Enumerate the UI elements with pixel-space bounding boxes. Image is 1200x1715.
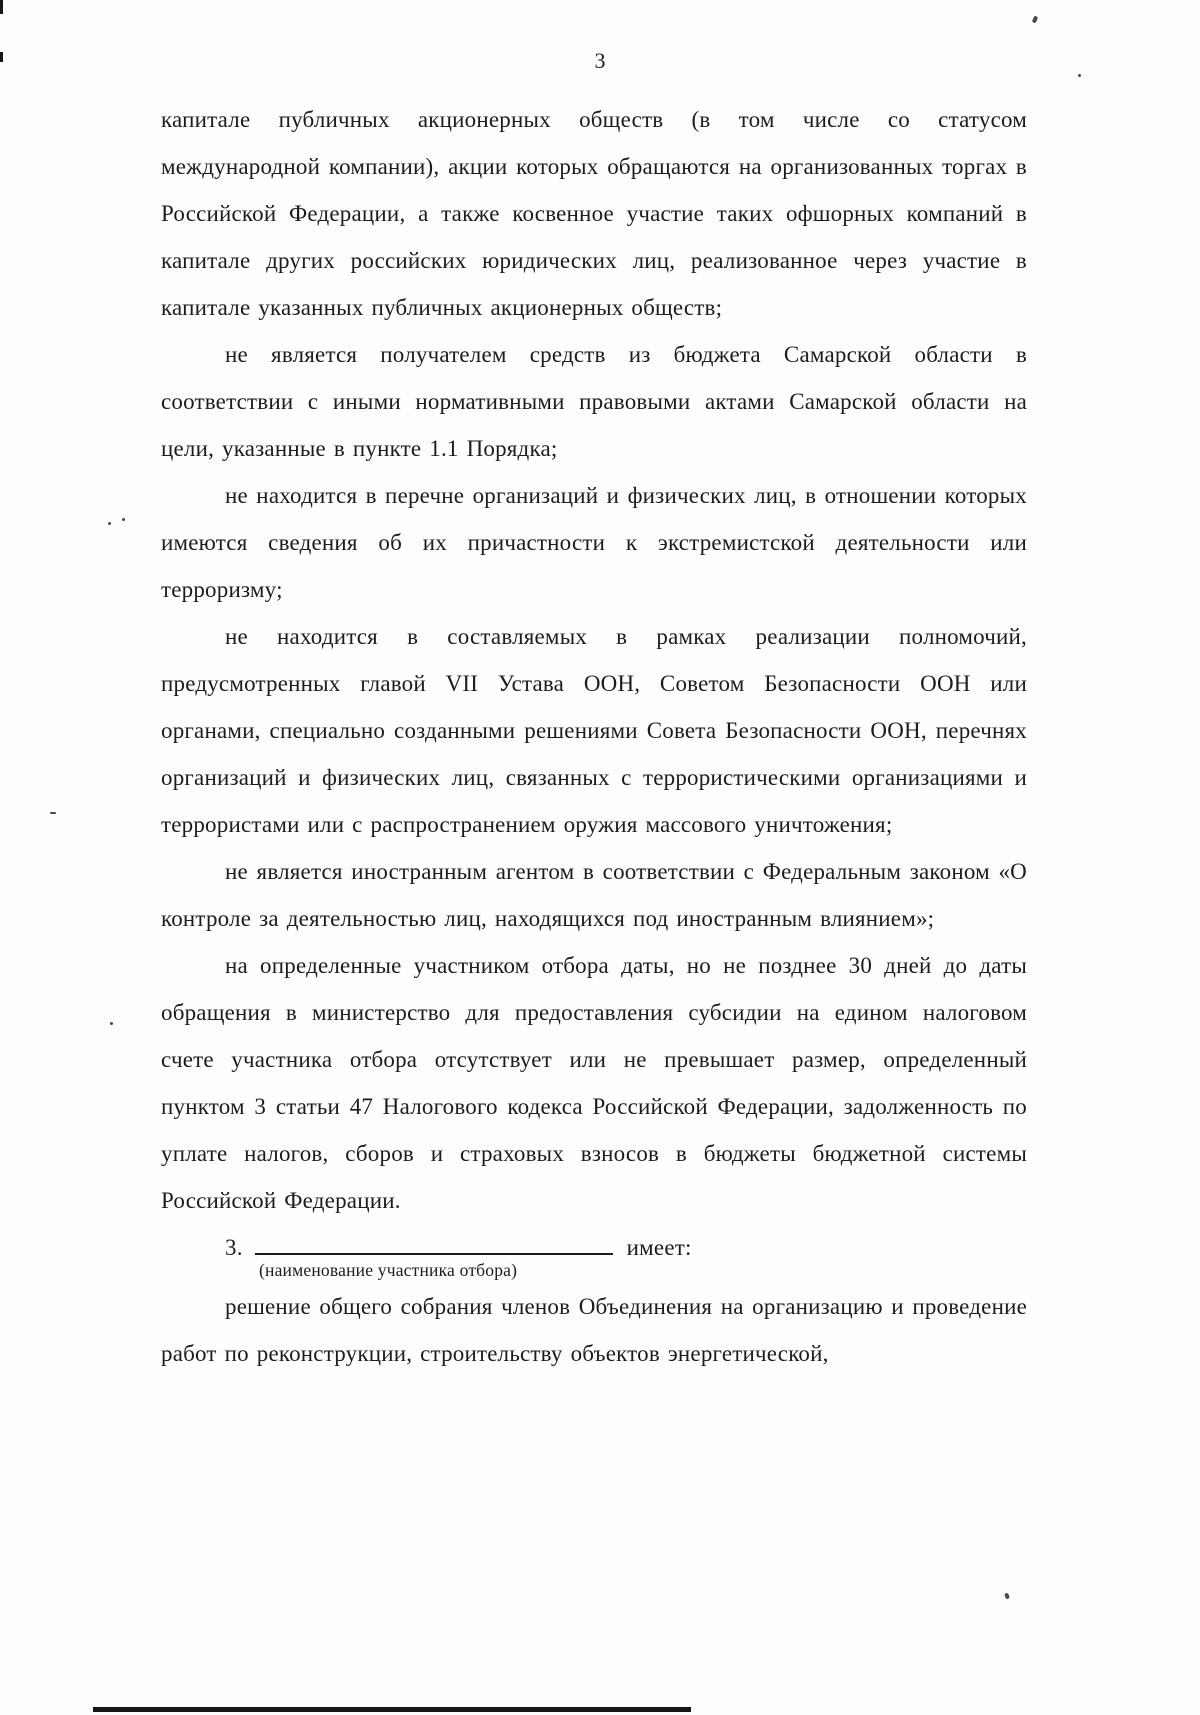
paragraph-not-budget-recipient: не является получателем средств из бюджета Самарской области в соответствии с иными нормативными правовыми актами Самарской области на цели, указанные в пункте 1.1 Порядка; <box>161 342 1027 461</box>
scan-artifact-bottom-line <box>93 1707 691 1712</box>
scan-speck <box>1078 74 1081 77</box>
scan-speck <box>108 522 111 525</box>
form-caption: (наименование участника отбора) <box>259 1260 518 1280</box>
paragraph-not-in-un-lists: не находится в составляемых в рамках реализации полномочий, предусмотренных главой VII Устава ООН, Советом Безопасности ООН или органами, специально созданными решениями Совета Безопасности ООН, перечнях организаций и физических лиц, связанных с террористическими организациями и террористами или с распространением оружия массового уничтожения; <box>161 624 1027 837</box>
scan-speck <box>110 1022 113 1025</box>
paragraph-tax-debt-condition: на определенные участником отбора даты, но не позднее 30 дней до даты обращения в министерство для предоставления субсидии на едином налоговом счете участника отбора отсутствует или не превышает размер, определенный пунктом 3 статьи 47 Налогового кодекса Российской Федерации, задолженность по уплате налогов, сборов и страховых взносов в бюджеты бюджетной системы Российской Федерации. <box>161 953 1027 1213</box>
scan-speck <box>122 518 125 521</box>
scan-artifact-left-edge-mark-top <box>0 0 3 14</box>
scan-artifact-left-edge-mark <box>0 52 3 62</box>
page-number: 3 <box>594 48 606 73</box>
scan-speck <box>1004 1592 1010 1599</box>
participant-name-blank-line <box>255 1231 613 1255</box>
form-line-label: имеет: <box>626 1235 692 1260</box>
paragraph-not-foreign-agent: не является иностранным агентом в соответствии с Федеральным законом «О контроле за деятельностью лиц, находящихся под иностранным влиянием»; <box>161 859 1027 931</box>
document-body <box>161 96 1027 1377</box>
scan-speck <box>50 812 56 814</box>
item-number: 3. <box>225 1235 243 1260</box>
paragraph-offshore-capital: капитале публичных акционерных обществ (в том числе со статусом международной компании), акции которых обращаются на организованных торгах в Российской Федерации, а также косвенное участие таких офшорных компаний в капитале других российских юридических лиц, реализованное через участие в капитале указанных публичных акционерных обществ; <box>161 107 1027 320</box>
scan-speck <box>1032 15 1039 23</box>
paragraph-association-decision: решение общего собрания членов Объединения на организацию и проведение работ по реконструкции, строительству объектов энергетической, <box>161 1294 1027 1366</box>
paragraph-not-in-extremist-list: не находится в перечне организаций и физических лиц, в отношении которых имеются сведения об их причастности к экстремистской деятельности или терроризму; <box>161 483 1027 602</box>
